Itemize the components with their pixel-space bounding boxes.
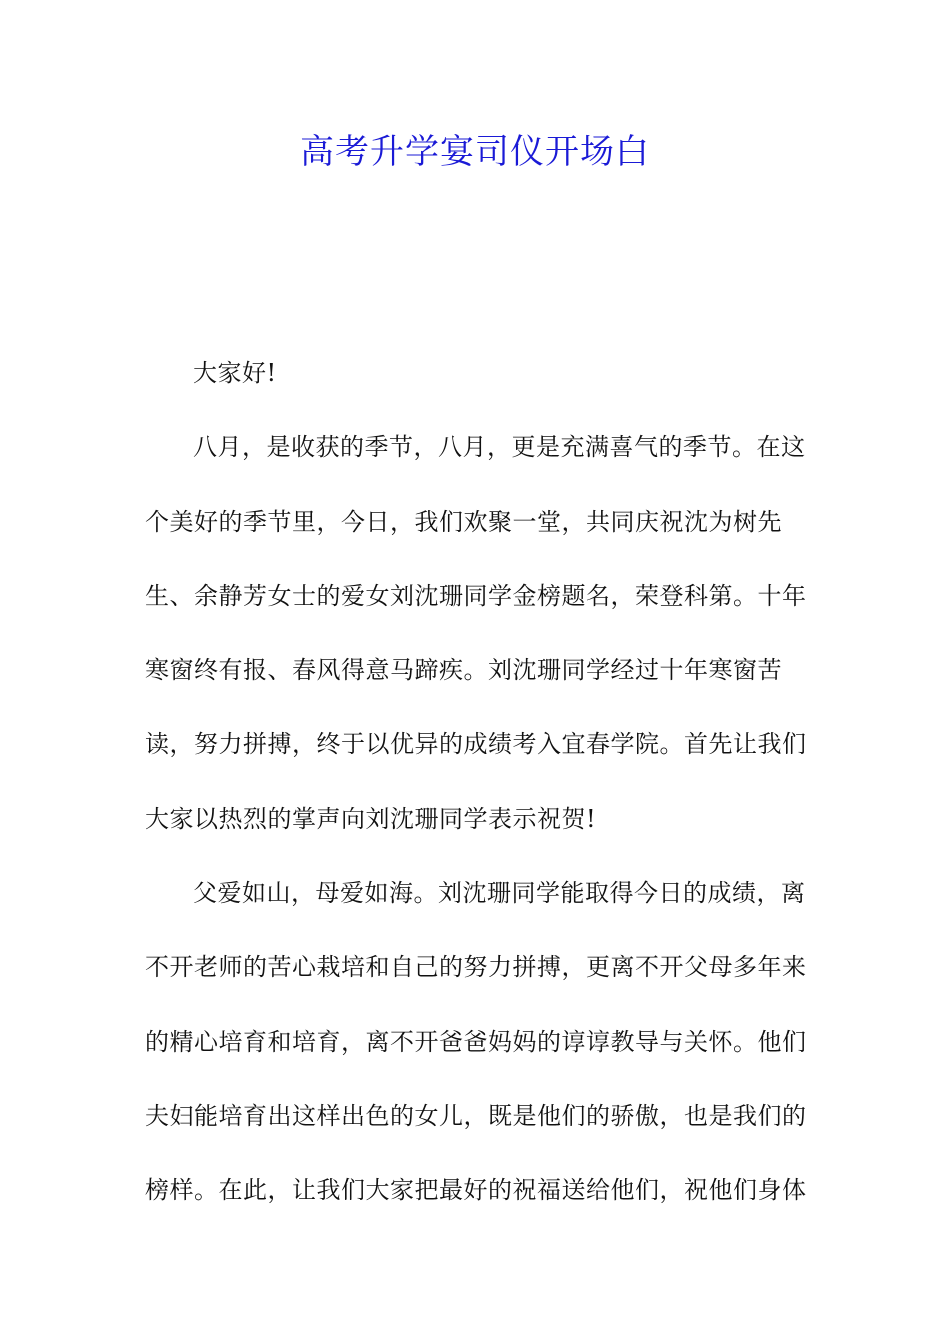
paragraph-august: 八月，是收获的季节，八月，更是充满喜气的季节。在这个美好的季节里，今日，我们欢聚一堂，共同庆祝沈为树先生、余静芳女士的爱女刘沈珊同学金榜题名，荣登科第。十年寒窗终有报、春风得意马蹄疾。刘沈珊同学经过十年寒窗苦读，努力拼搏，终于以优异的成绩考入宜春学院。首先让我们大家以热烈的掌声向刘沈珊同学表示祝贺! — [145, 433, 807, 833]
paragraph-greeting: 大家好! — [193, 359, 277, 387]
document-body — [145, 336, 815, 1228]
document-title: 高考升学宴司仪开场白 — [300, 132, 650, 172]
paragraph-parents: 父爱如山，母爱如海。刘沈珊同学能取得今日的成绩，离不开老师的苦心栽培和自己的努力拼搏，更离不开父母多年来的精心培育和培育，离不开爸爸妈妈的谆谆教导与关怀。他们夫妇能培育出这样出色的女儿，既是他们的骄傲，也是我们的榜样。在此，让我们大家把最好的祝福送给他们，祝他们身体 — [145, 879, 807, 1205]
